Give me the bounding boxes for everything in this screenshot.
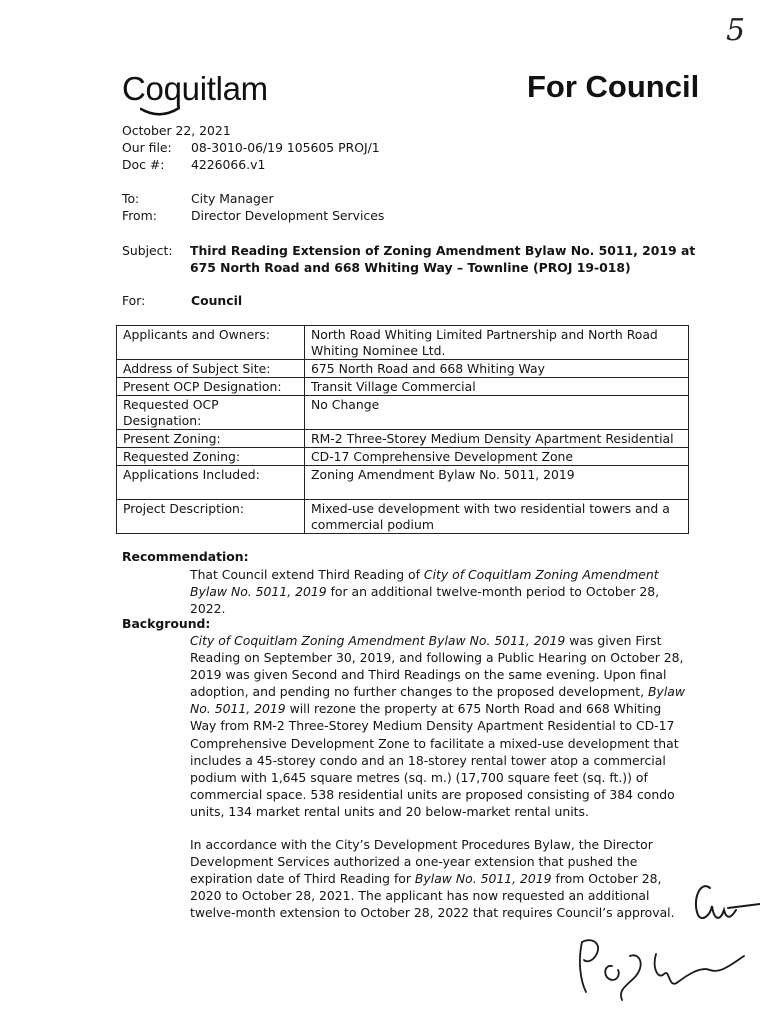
table-row [117,430,689,448]
background-paragraph-1: City of Coquitlam Zoning Amendment Bylaw No. 5011, 2019 was given First Reading on September 30, 2019, and following a Public Hearing on October 28, 2019 was given Second and Third Readings on the same evening. Upon final adoption, and pending no further changes to the proposed development, Bylaw No. 5011, 2019 will rezone the property at 675 North Road and 668 Whiting Way from RM-2 Three-Storey Medium Density Apartment Residential to CD-17 Comprehensive Development Zone to facilitate a mixed-use development that includes a 45-storey condo and an 18-storey rental tower atop a commercial podium with 1,645 square metres (sq. m.) (17,700 square feet (sq. ft.)) of commercial space. 538 residential units are proposed consisting of 384 condo units, 134 market rental units and 20 below-market rental units. [190,633,685,819]
table-value-cell: North Road Whiting Limited Partnership and North Road Whiting Nominee Ltd. [305,326,689,360]
from-label: From: [122,208,157,223]
recommendation-text: That Council extend Third Reading of City of Coquitlam Zoning Amendment Bylaw No. 5011, 2019 for an additional twelve-month period to October 28, 2022. [190,567,660,617]
table-label-cell: Address of Subject Site: [117,360,305,378]
table-value-cell: Mixed-use development with two residential towers and a commercial podium [305,500,689,534]
table-row [117,326,689,360]
table-row [117,466,689,500]
background-paragraph-2: In accordance with the City’s Development Procedures Bylaw, the Director Development Services authorized a one-year extension that pushed the expiration date of Third Reading for Bylaw No. 5011, 2019 from October 28, 2020 to October 28, 2021. The applicant has now requested an additional twelve-month extension to October 28, 2022 that requires Council’s approval. [190,837,675,921]
recommendation-heading: Recommendation: [122,549,249,564]
table-label-cell: Present Zoning: [117,430,305,448]
application-info-table [116,325,689,534]
page-number: 5 [726,13,746,48]
table-value-cell: CD-17 Comprehensive Development Zone [305,448,689,466]
table-row [117,448,689,466]
background-heading: Background: [122,616,211,631]
table-label-cell: Project Description: [117,500,305,534]
table-value-cell: No Change [305,396,689,430]
subject-label: Subject: [122,243,173,258]
handwritten-signatures [560,870,760,1020]
table-row [117,360,689,378]
to-label: To: [122,191,140,206]
table-label-cell: Applicants and Owners: [117,326,305,360]
our-file-label: Our file: [122,140,172,155]
for-label: For: [122,293,146,308]
table-value-cell: RM-2 Three-Storey Medium Density Apartment Residential [305,430,689,448]
table-label-cell: Requested Zoning: [117,448,305,466]
report-date: October 22, 2021 [122,123,231,138]
report-type: For Council [527,69,700,104]
doc-number-value: 4226066.v1 [191,157,266,172]
coquitlam-logo [122,70,268,108]
logo-swoosh-icon [140,106,180,118]
table-row [117,500,689,534]
table-value-cell: 675 North Road and 668 Whiting Way [305,360,689,378]
logo-text: Coquitlam [122,70,268,107]
from-value: Director Development Services [191,208,385,223]
table-row [117,378,689,396]
to-value: City Manager [191,191,274,206]
subject-value: Third Reading Extension of Zoning Amendment Bylaw No. 5011, 2019 at 675 North Road and 668 Whiting Way – Townline (PROJ 19-018) [190,243,696,275]
table-row [117,396,689,430]
doc-number-label: Doc #: [122,157,165,172]
table-value-cell: Zoning Amendment Bylaw No. 5011, 2019 [305,466,689,500]
for-value: Council [191,293,243,308]
table-label-cell: Present OCP Designation: [117,378,305,396]
table-label-cell: Requested OCP Designation: [117,396,305,430]
table-value-cell: Transit Village Commercial [305,378,689,396]
table-label-cell: Applications Included: [117,466,305,500]
our-file-value: 08-3010-06/19 105605 PROJ/1 [191,140,380,155]
